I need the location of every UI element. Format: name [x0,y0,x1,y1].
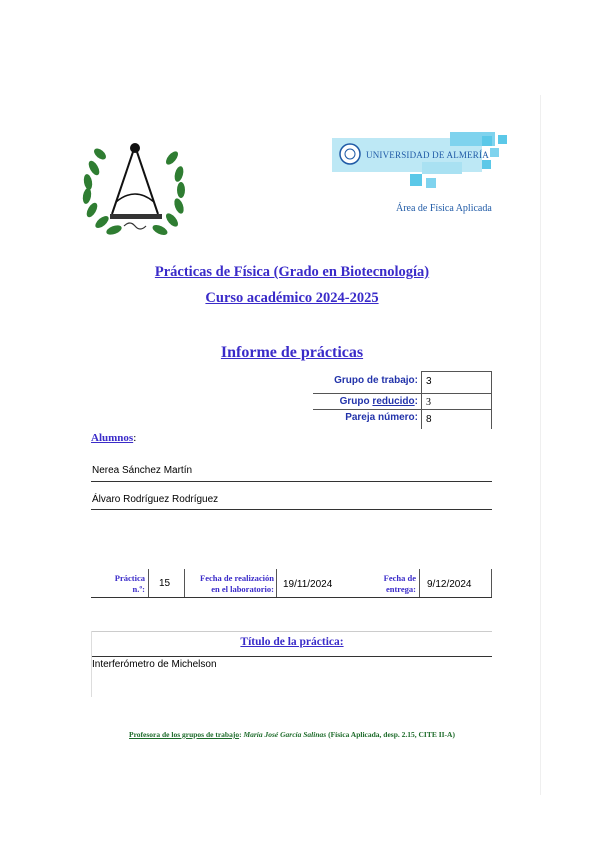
student-underline [91,509,492,510]
course-title: Prácticas de Física (Grado en Biotecnología) [154,264,430,280]
lab-date-label: Fecha de realización en el laboratorio: [200,573,274,594]
practice-table-border [491,569,492,597]
practice-table-border [276,569,277,597]
practice-title-border [91,631,92,697]
group-table-border [421,371,492,372]
practice-title-value: Interferómetro de Michelson [92,659,217,670]
lab-date-value: 19/11/2024 [283,579,333,590]
practice-number-value: 15 [159,578,171,589]
practice-title-label: Título de la práctica: [240,636,344,648]
group-table-border [491,371,492,429]
reduced-group-label: Grupo reducido: [339,396,418,407]
group-table-border [421,371,422,429]
page-edge-line [540,95,541,795]
work-group-label: Grupo de trabajo: [334,375,418,386]
practice-title-border [91,656,492,657]
student-underline [91,481,492,482]
university-logo [330,132,515,194]
area-name: Área de Física Aplicada [396,203,492,214]
university-name: UNIVERSIDAD DE ALMERÍA [366,150,489,160]
delivery-date-label: Fecha de entrega: [383,573,416,594]
practice-title-border [91,631,492,632]
practice-table-border [419,569,420,597]
student-name: Álvaro Rodríguez Rodríguez [92,494,219,505]
physics-emblem-logo [80,138,190,242]
reduced-group-value: 3 [426,397,431,408]
pair-value: 8 [426,414,432,425]
group-table-border [313,393,492,394]
pair-label: Pareja número: [345,412,418,423]
practice-table-border [148,569,149,597]
delivery-date-value: 9/12/2024 [427,579,472,590]
students-label: Alumnos: [91,432,137,444]
report-title: Informe de prácticas [220,344,364,361]
practice-table-border [184,569,185,597]
footer-professor: Profesora de los grupos de trabajo: María José García Salinas (Física Aplicada, desp. 2.15, CITE II-A) [129,730,455,739]
student-name: Nerea Sánchez Martín [92,465,193,476]
group-table-border [313,409,492,410]
academic-year: Curso académico 2024-2025 [205,290,379,306]
practice-table-border [91,597,492,598]
practice-number-label: Práctica n.º: [114,573,145,594]
work-group-value: 3 [426,376,432,387]
